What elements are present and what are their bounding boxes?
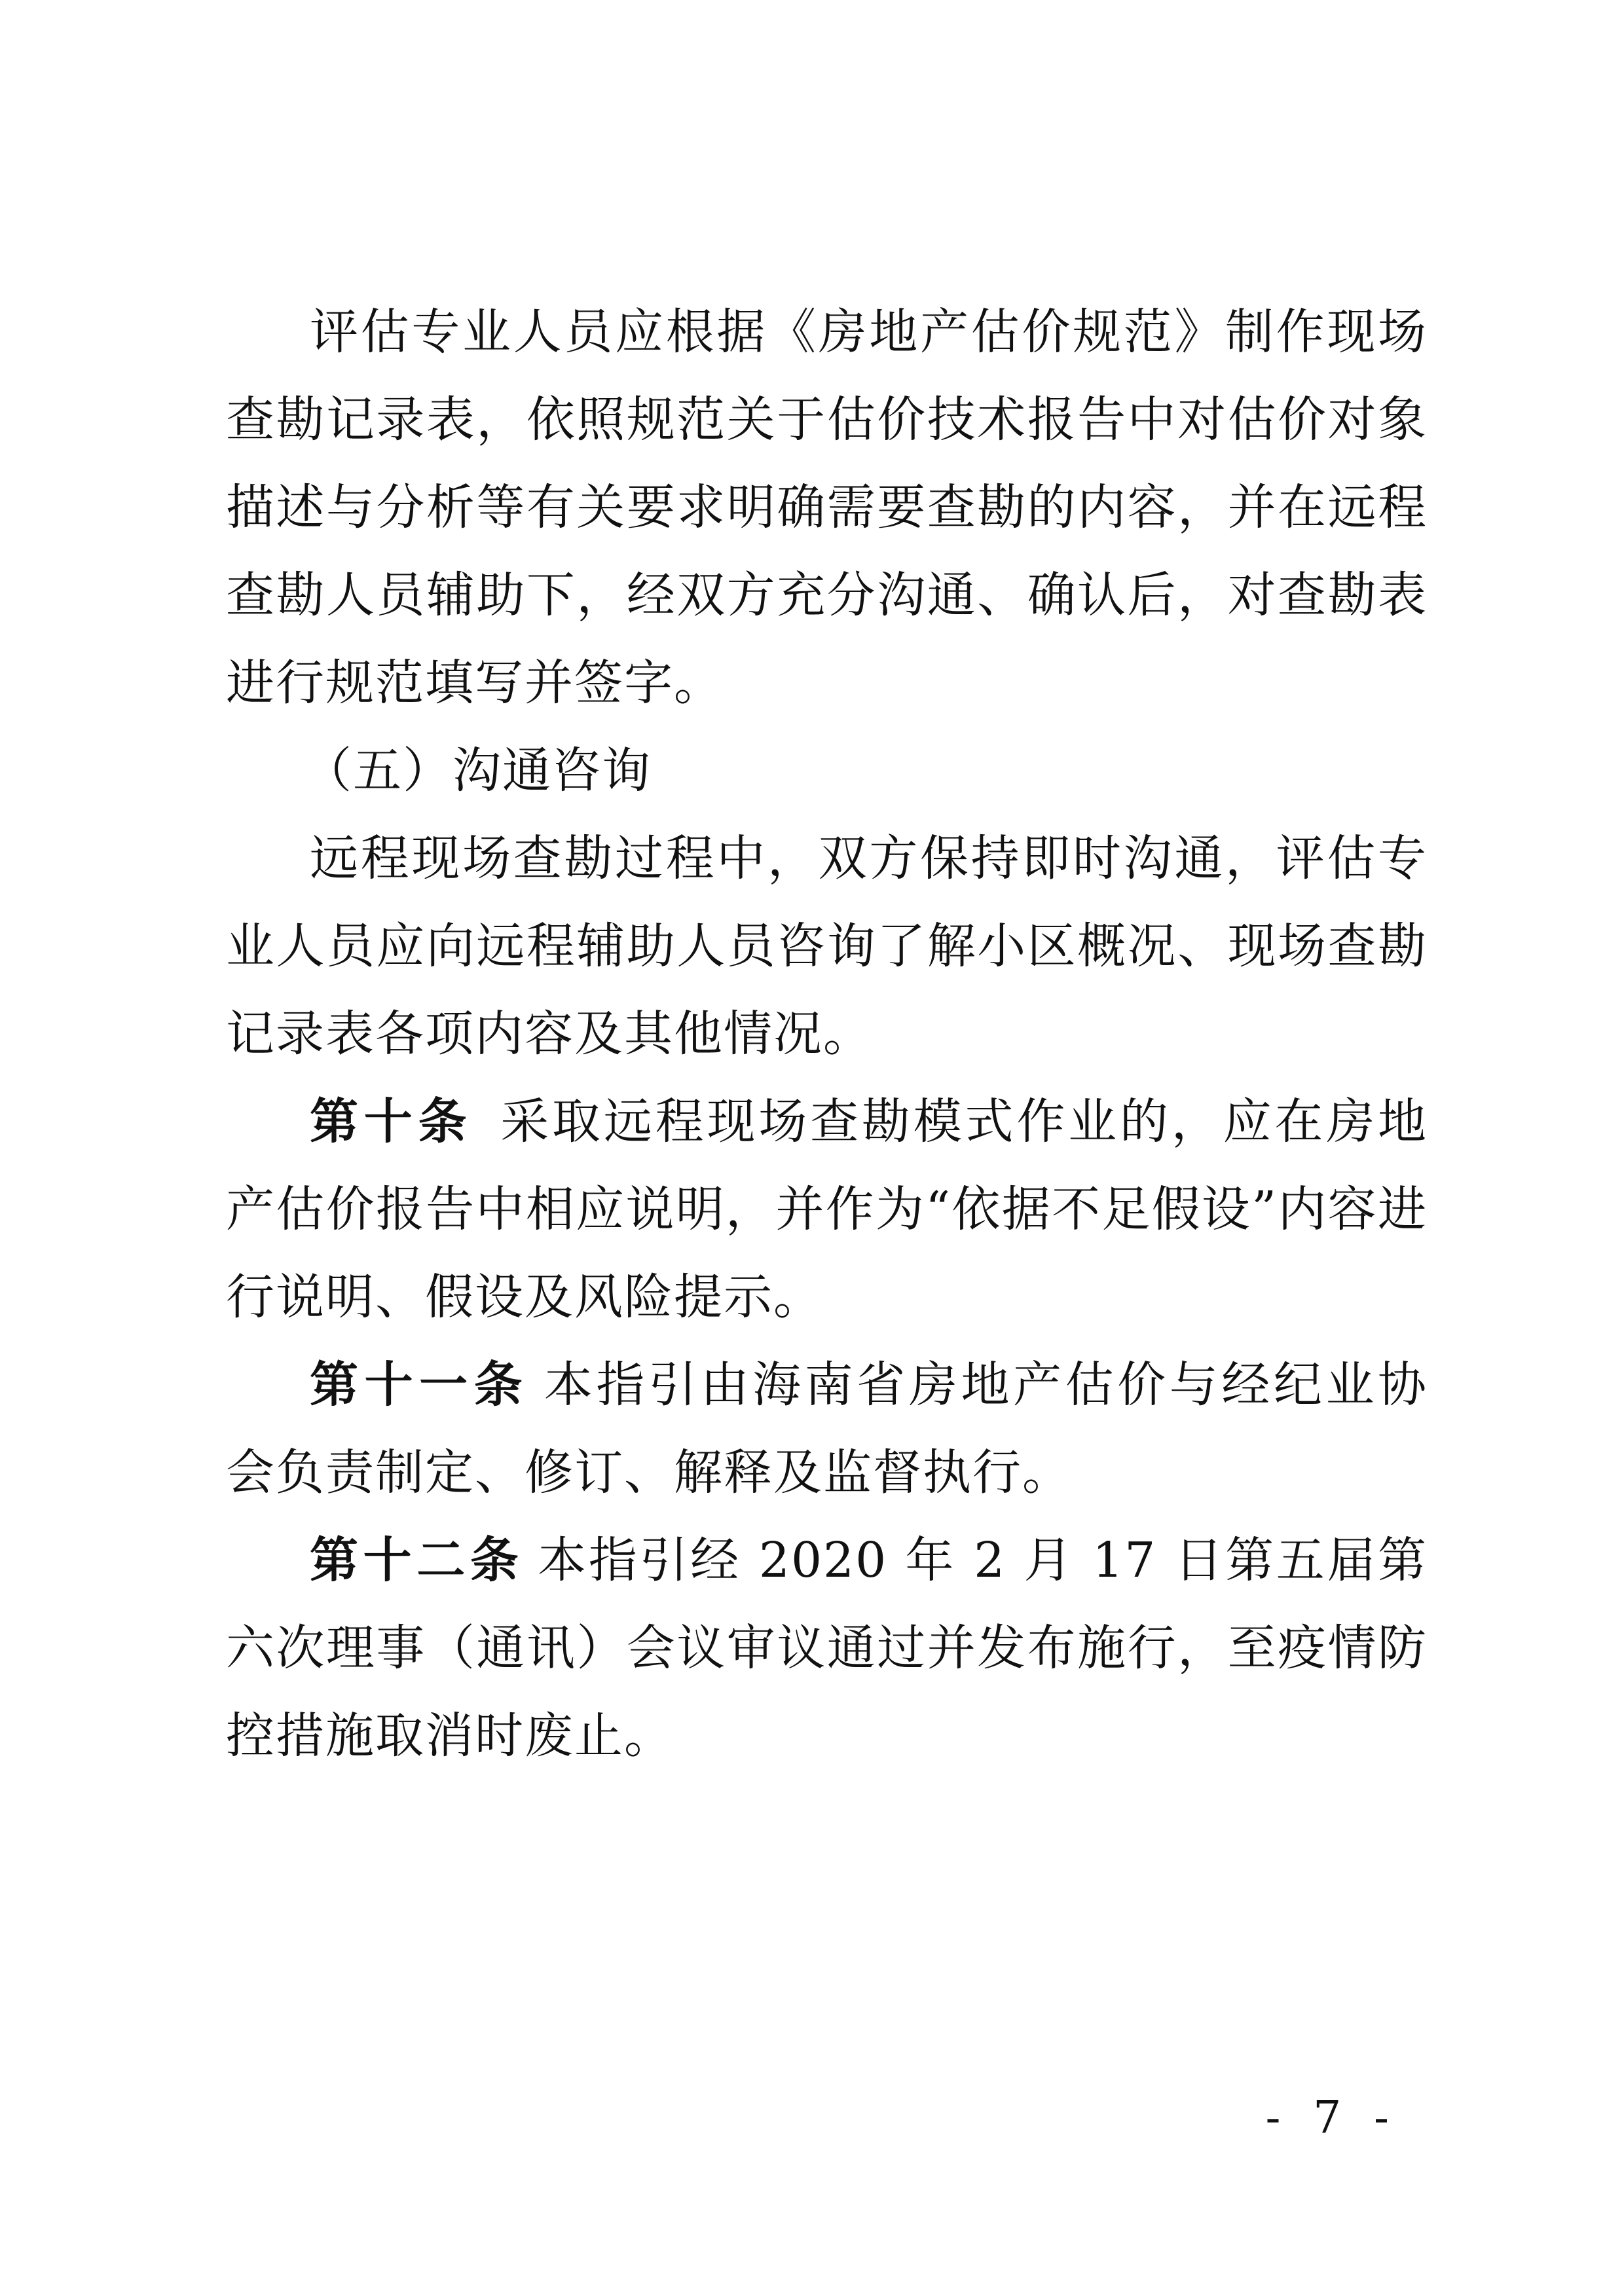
article-12-text: 本指引经 2020 年 2 月 17 日第五届第六次理事（通讯）会议审议通过并发布施行，至疫情防控措施取消时废止。 <box>226 1532 1428 1764</box>
article-12 <box>226 1516 1428 1780</box>
page-number: - 7 - <box>1265 2092 1398 2144</box>
article-11 <box>226 1341 1428 1516</box>
article-10-label: 第十条 <box>310 1093 473 1150</box>
article-10 <box>226 1078 1428 1341</box>
section-heading-communication: （五）沟通咨询 <box>303 743 652 799</box>
paragraph-communication: 远程现场查勘过程中，双方保持即时沟通，评估专业人员应向远程辅助人员咨询了解小区概况、现场查勘记录表各项内容及其他情况。 <box>226 830 1428 1062</box>
article-12-label: 第十二条 <box>310 1532 524 1588</box>
article-11-label: 第十一条 <box>310 1357 529 1413</box>
paragraph-survey-record: 评估专业人员应根据《房地产估价规范》制作现场查勘记录表，依照规范关于估价技术报告中对估价对象描述与分析等有关要求明确需要查勘的内容，并在远程查勘人员辅助下，经双方充分沟通、确认后，对查勘表进行规范填写并签字。 <box>226 304 1428 711</box>
document-body <box>226 288 1428 1780</box>
article-10-text: 采取远程现场查勘模式作业的，应在房地产估价报告中相应说明，并作为“依据不足假设”内容进行说明、假设及风险提示。 <box>226 1093 1428 1325</box>
article-11-text: 本指引由海南省房地产估价与经纪业协会负责制定、修订、解释及监督执行。 <box>226 1357 1428 1501</box>
